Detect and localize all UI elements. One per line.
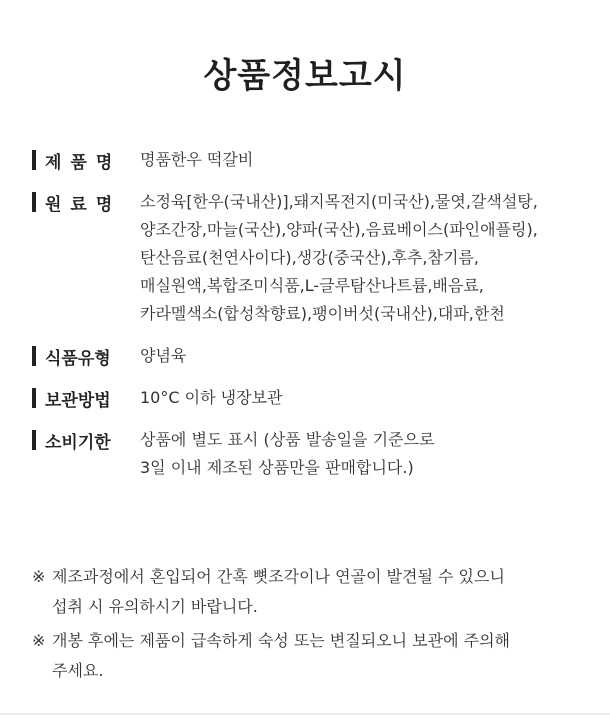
info-value-line: 3일 이내 제조된 상품만을 판매합니다.): [140, 458, 414, 477]
info-row-label-wrap: [32, 384, 140, 412]
info-row-value: [140, 342, 592, 370]
note-line: 개봉 후에는 제품이 급속하게 숙성 또는 변질되오니 보관에 주의해: [52, 631, 511, 650]
info-row-value: [140, 384, 592, 412]
info-table: [32, 146, 592, 496]
reference-mark-icon: ※: [32, 567, 46, 586]
info-value-line: 카라멜색소(합성착향료),팽이버섯(국내산),대파,한천: [140, 304, 505, 323]
label-bar-icon: [32, 150, 36, 170]
info-value-line: 양념육: [140, 346, 187, 365]
note-line: 주세요.: [52, 661, 104, 680]
info-row: [32, 342, 592, 370]
info-row: [32, 146, 592, 174]
info-row-label-wrap: [32, 146, 140, 174]
bottom-divider: [0, 713, 610, 715]
info-row-label: 소비기한: [45, 432, 111, 453]
note-text: [52, 626, 592, 686]
label-bar-icon: [32, 430, 36, 450]
info-row-label: 식품유형: [45, 348, 111, 369]
info-row: [32, 426, 592, 482]
info-value-line: 상품에 별도 표시 (상품 발송일을 기준으로: [140, 430, 435, 449]
info-value-line: 명품한우 떡갈비: [140, 150, 254, 169]
note-item: [32, 626, 592, 686]
info-value-line: 양조간장,마늘(국산),양파(국산),음료베이스(파인애플링),: [140, 220, 538, 239]
label-bar-icon: [32, 388, 36, 408]
info-row-label-wrap: [32, 188, 140, 216]
info-row-label: 원료명: [45, 194, 122, 215]
label-bar-icon: [32, 346, 36, 366]
note-text: [52, 562, 592, 622]
info-row-label-wrap: [32, 426, 140, 454]
info-value-line: 매실원액,복합조미식품,L-글루탐산나트륨,배음료,: [140, 276, 484, 295]
info-row: [32, 188, 592, 328]
note-item: [32, 562, 592, 622]
info-value-line: 10°C 이하 냉장보관: [140, 388, 283, 407]
notes-section: [32, 562, 592, 690]
info-row-value: [140, 146, 592, 174]
info-row-label-wrap: [32, 342, 140, 370]
info-row-label: 보관방법: [45, 390, 111, 411]
reference-mark-icon: ※: [32, 631, 46, 650]
info-row-value: [140, 426, 592, 482]
label-bar-icon: [32, 192, 36, 212]
page-title: 상품정보고시: [203, 56, 407, 96]
note-line: 제조과정에서 혼입되어 간혹 뼛조각이나 연골이 발견될 수 있으니: [52, 567, 505, 586]
info-row: [32, 384, 592, 412]
info-value-line: 소정육[한우(국내산)],돼지목전지(미국산),물엿,갈색설탕,: [140, 192, 538, 211]
info-row-label: 제품명: [45, 152, 122, 173]
info-row-value: [140, 188, 592, 328]
info-value-line: 탄산음료(천연사이다),생강(중국산),후추,참기름,: [140, 248, 479, 267]
note-line: 섭취 시 유의하시기 바랍니다.: [52, 597, 258, 616]
